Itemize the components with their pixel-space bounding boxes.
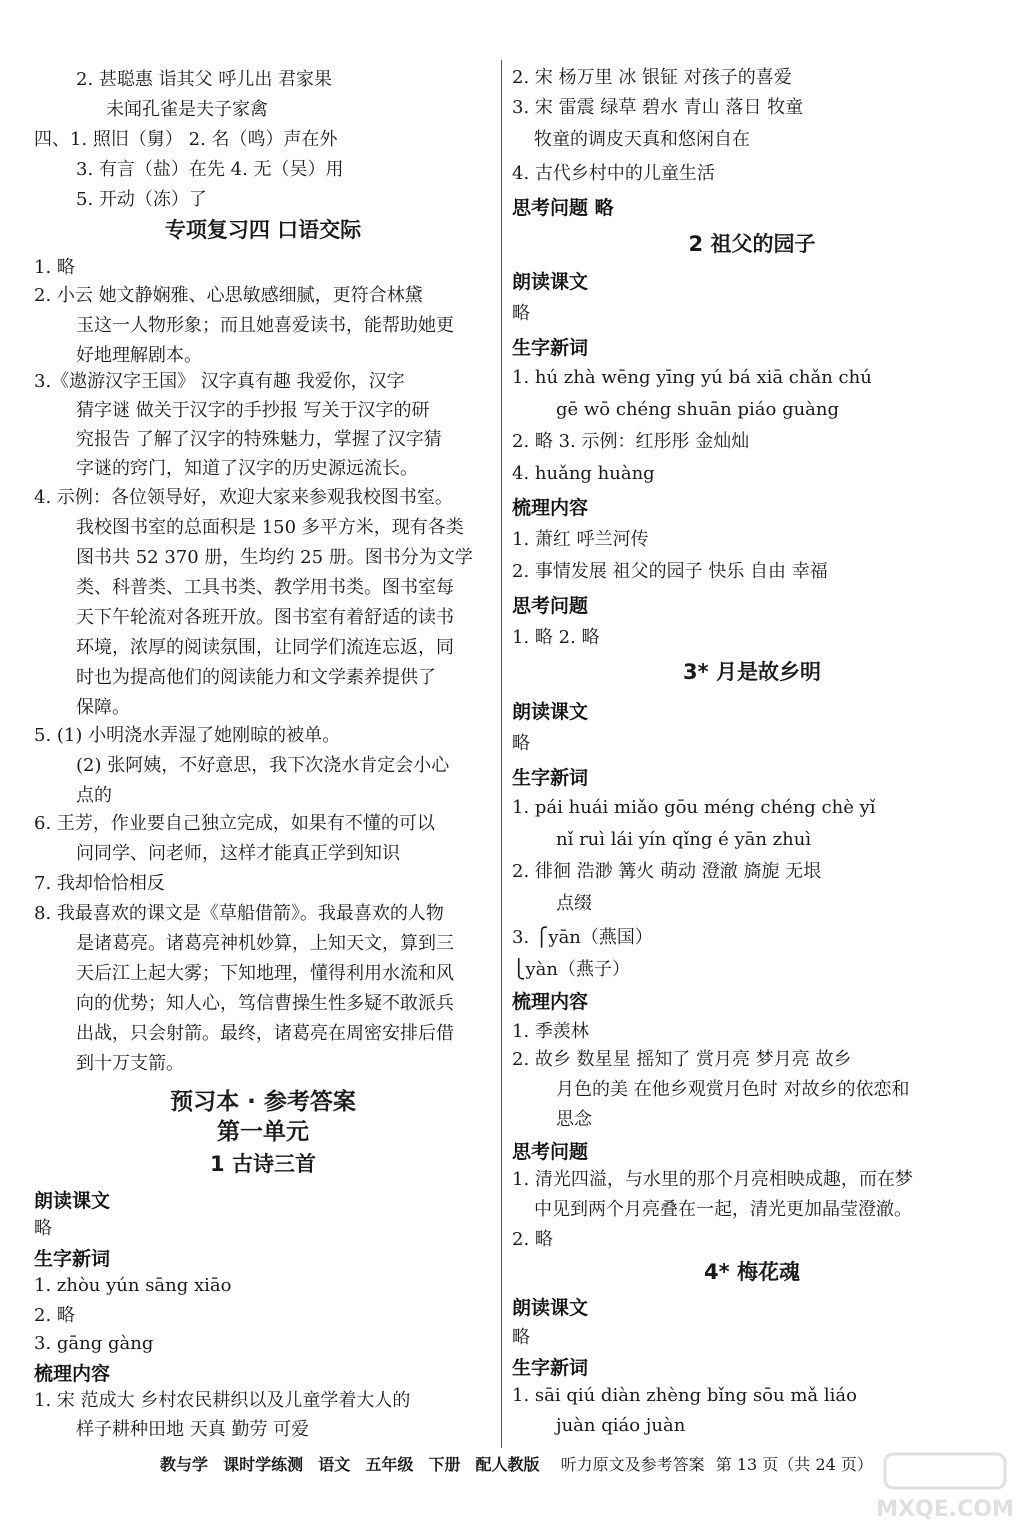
left-text-line: 1 古诗三首	[210, 1152, 316, 1176]
left-text-line: 第一单元	[217, 1119, 309, 1145]
left-text-line: 时也为提高他们的阅读能力和文学素养提供了	[76, 667, 436, 688]
right-text-line: 4* 梅花魂	[704, 1260, 800, 1284]
left-text-line: 2. 略	[34, 1305, 75, 1326]
right-text-line: 1. 萧红 呼兰河传	[512, 529, 649, 550]
column-divider	[501, 60, 502, 1448]
right-text-line: 3* 月是故乡明	[683, 660, 821, 684]
right-text-line: 2. 宋 杨万里 冰 银钲 对孩子的喜爱	[512, 67, 792, 88]
right-text-line: 2 祖父的园子	[688, 232, 816, 256]
left-text-line: 6. 王芳，作业要自己独立完成，如果有不懂的可以	[34, 813, 435, 834]
right-text-line: 略	[512, 733, 530, 754]
right-text-line: 4. 古代乡村中的儿童生活	[512, 163, 715, 184]
right-text-line: 3. 宋 雷震 绿草 碧水 青山 落日 牧童	[512, 97, 804, 118]
left-text-line: 2. 小云 她文静娴雅、心思敏感细腻，更符合林黛	[34, 285, 423, 306]
right-text-line: 牧童的调皮天真和悠闲自在	[534, 129, 750, 150]
right-text-line: 1. 清光四溢，与水里的那个月亮相映成趣，而在梦	[512, 1169, 913, 1190]
right-text-line: 1. 季羡林	[512, 1021, 589, 1042]
left-text-line: 8. 我最喜欢的课文是《草船借箭》。我最喜欢的人物	[34, 903, 444, 924]
right-text-line: 月色的美 在他乡观赏月色时 对故乡的依恋和	[556, 1079, 910, 1100]
left-text-line: 到十万支箭。	[76, 1053, 184, 1074]
right-text-line: nǐ ruì lái yín qǐng é yān zhuì	[556, 829, 812, 850]
right-text-line: 2. 故乡 数星星 摇知了 赏月亮 梦月亮 故乡	[512, 1049, 852, 1070]
left-text-line: 我校图书室的总面积是 150 多平方米，现有各类	[76, 517, 464, 538]
left-text-line: 1. zhòu yún sāng xiāo	[34, 1275, 232, 1296]
right-text-line: 1. pái huái miǎo gōu méng chéng chè yǐ	[512, 797, 876, 818]
right-text-line: 生字新词	[512, 1357, 589, 1379]
left-text-line: 玉这一人物形象；而且她喜爱读书，能帮助她更	[76, 315, 454, 336]
watermark-text: MXQE.COM	[876, 1497, 1014, 1522]
footer-book: 课时学练测	[223, 1455, 304, 1474]
left-text-line: 1. 略	[34, 257, 75, 278]
left-text-line: 2. 甚聪惠 诣其父 呼儿出 君家果	[76, 69, 333, 90]
right-text-line: 思考问题 略	[512, 197, 614, 219]
left-text-line: 字谜的窍门，知道了汉字的历史源远流长。	[76, 458, 418, 479]
left-text-line: 样子耕种田地 天真 勤劳 可爱	[76, 1419, 310, 1440]
left-text-line: 3. gāng gàng	[34, 1333, 154, 1354]
watermark-logo	[875, 1448, 1015, 1528]
right-text-line: 略	[512, 303, 530, 324]
left-text-line: 7. 我却恰恰相反	[34, 873, 165, 894]
left-text-line: 类、科普类、工具书类、教学用书类。图书室每	[76, 577, 454, 598]
footer-subject: 语文	[318, 1455, 351, 1474]
left-text-line: 3. 有言（盐）在先 4. 无（吴）用	[76, 159, 344, 180]
right-text-line: 思考问题	[512, 1141, 589, 1163]
left-text-line: 天下午轮流对各班开放。图书室有着舒适的读书	[76, 607, 454, 628]
left-text-line: 专项复习四 口语交际	[164, 218, 362, 242]
left-text-line: 5. (1) 小明浇水弄湿了她刚晾的被单。	[34, 725, 341, 746]
right-text-line: 梳理内容	[512, 991, 589, 1013]
left-text-line: 生字新词	[34, 1248, 111, 1270]
right-text-line: 3. ⎧yān（燕国）	[512, 927, 653, 948]
left-text-line: 向的优势；知人心，笃信曹操生性多疑不敢派兵	[76, 993, 454, 1014]
right-text-line: 朗读课文	[512, 271, 589, 293]
left-text-line: 1. 宋 范成大 乡村农民耕织以及儿童学着大人的	[34, 1390, 411, 1411]
right-text-line: juàn qiáo juàn	[556, 1415, 686, 1436]
left-text-line: 环境，浓厚的阅读氛围，让同学们流连忘返，同	[76, 637, 454, 658]
left-text-line: 图书共 52 370 册，生均约 25 册。图书分为文学	[76, 547, 473, 568]
left-text-line: 3.《遨游汉字王国》 汉字真有趣 我爱你，汉字	[34, 371, 405, 392]
footer-series: 教与学	[160, 1455, 209, 1474]
footer-grade: 五年级	[365, 1455, 414, 1474]
left-text-line: 4. 示例：各位领导好，欢迎大家来参观我校图书室。	[34, 487, 453, 508]
left-text-line: 猜字谜 做关于汉字的手抄报 写关于汉字的研	[76, 400, 430, 421]
right-text-line: 生字新词	[512, 337, 589, 359]
left-text-line: 点的	[76, 785, 112, 806]
left-text-line: 预习本 · 参考答案	[170, 1089, 356, 1115]
left-text-line: 是诸葛亮。诸葛亮神机妙算，上知天文，算到三	[76, 933, 454, 954]
right-text-line: 4. huǎng huàng	[512, 463, 655, 484]
right-text-line: 2. 略 3. 示例：红彤彤 金灿灿	[512, 431, 750, 452]
left-text-line: 略	[34, 1218, 52, 1239]
left-text-line: 好地理解剧本。	[76, 345, 202, 366]
right-text-line: 2. 略	[512, 1229, 553, 1250]
right-text-line: 1. hú zhà wēng yīng yú bá xiā chǎn chú	[512, 367, 872, 388]
right-text-line: 朗读课文	[512, 1297, 589, 1319]
footer-edition: 配人教版	[475, 1455, 540, 1474]
right-text-line: 2. 事情发展 祖父的园子 快乐 自由 幸福	[512, 561, 828, 582]
right-text-line: 略	[512, 1327, 530, 1348]
left-text-line: 未闻孔雀是夫子家禽	[106, 99, 268, 120]
left-text-line: 朗读课文	[34, 1190, 111, 1212]
left-text-line: (2) 张阿姨，不好意思，我下次浇水肯定会小心	[76, 755, 450, 776]
left-text-line: 问同学、问老师，这样才能真正学到知识	[76, 843, 400, 864]
left-text-line: 四、1. 照旧（舅） 2. 名（鸣）声在外	[34, 129, 338, 150]
right-text-line: 生字新词	[512, 767, 589, 789]
right-text-line: 点缀	[556, 893, 592, 914]
right-text-line: 中见到两个月亮叠在一起，清光更加晶莹澄澈。	[534, 1199, 912, 1220]
footer-volume: 下册	[428, 1455, 461, 1474]
right-text-line: 梳理内容	[512, 497, 589, 519]
page-footer	[160, 1452, 873, 1475]
left-text-line: 究报告 了解了汉字的特殊魅力，掌握了汉字猜	[76, 429, 442, 450]
right-text-line: 2. 徘徊 浩渺 篝火 萌动 澄澈 旖旎 无垠	[512, 861, 822, 882]
left-text-line: 5. 开动（冻）了	[76, 189, 207, 210]
left-text-line: 天后江上起大雾；下知地理，懂得利用水流和风	[76, 963, 454, 984]
left-text-line: 梳理内容	[34, 1363, 111, 1385]
right-text-line: 思考问题	[512, 595, 589, 617]
footer-section: 听力原文及参考答案	[560, 1455, 705, 1474]
right-text-line: 1. 略 2. 略	[512, 627, 600, 648]
footer-page-number: 第 13 页（共 24 页）	[715, 1455, 873, 1474]
right-text-line: 思念	[556, 1109, 592, 1130]
right-text-line: ⎩yàn（燕子）	[512, 959, 630, 980]
left-text-line: 保障。	[76, 697, 130, 718]
right-text-line: 朗读课文	[512, 701, 589, 723]
left-text-line: 出战，只会射箭。最终，诸葛亮在周密安排后借	[76, 1023, 454, 1044]
right-text-line: gē wō chéng shuān piáo guàng	[556, 399, 840, 420]
right-text-line: 1. sāi qiú diàn zhèng bǐng sōu mǎ liáo	[512, 1385, 857, 1406]
